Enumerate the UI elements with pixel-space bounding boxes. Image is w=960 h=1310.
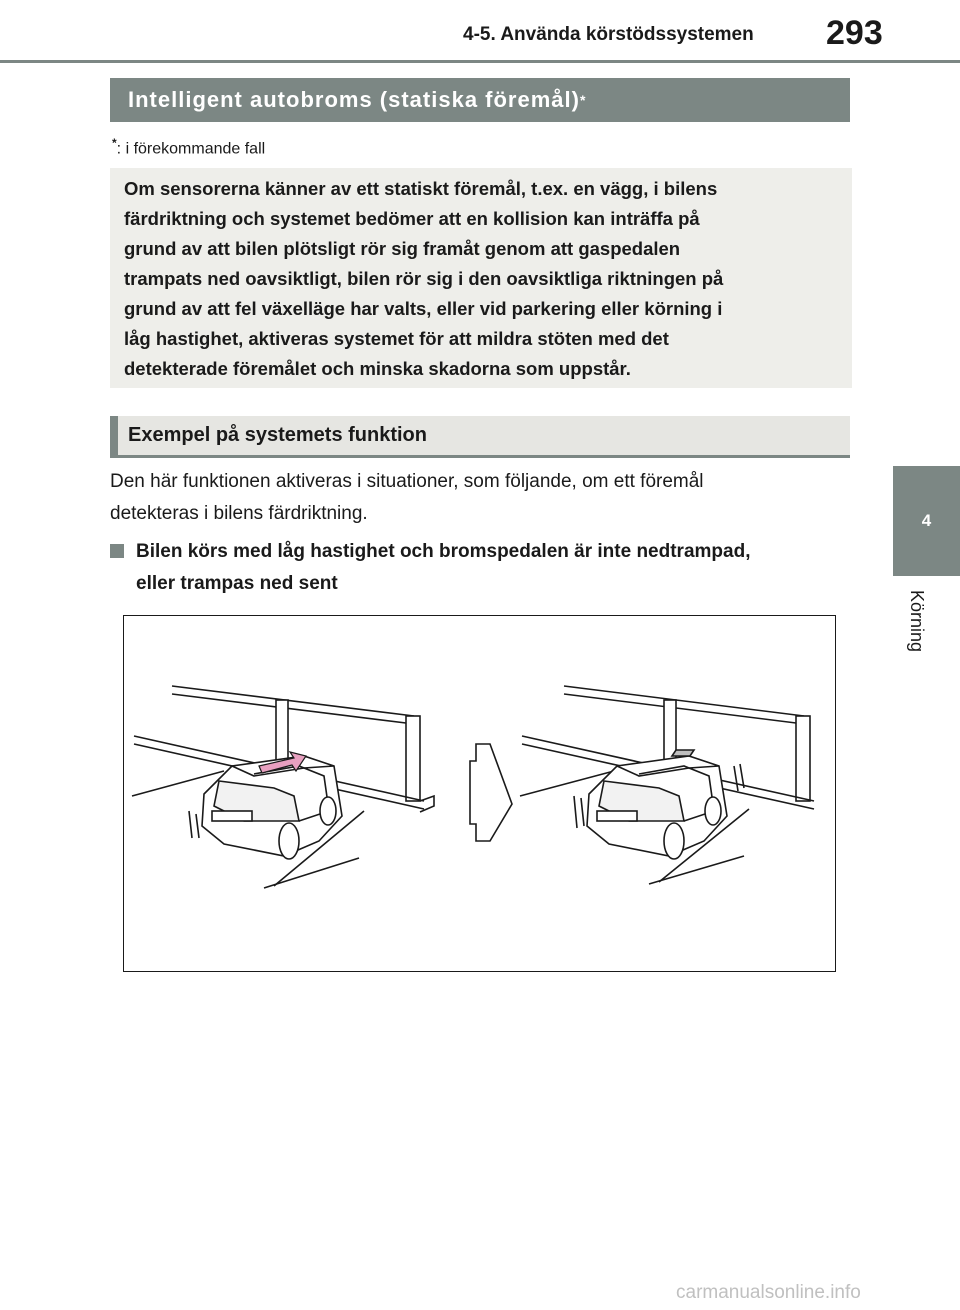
watermark: carmanualsonline.info: [676, 1282, 861, 1303]
chapter-number: 4: [921, 511, 932, 530]
running-header: 4-5. Använda körstödssystemen: [463, 24, 754, 45]
section-title: Intelligent autobroms (statiska föremål): [128, 87, 580, 112]
callout-line: detekterade föremålet och minska skadorna som uppstår.: [124, 358, 631, 379]
car-wall-illustration: [124, 616, 834, 970]
bullet-line: eller trampas ned sent: [136, 573, 338, 594]
bullet-item: [110, 536, 850, 600]
section-title-bar: [110, 78, 850, 122]
square-bullet-icon: [110, 544, 124, 558]
callout-line: färdriktning och systemet bedömer att en kollision kan inträffa på: [124, 208, 700, 229]
page-number: 293: [826, 14, 883, 52]
subheading-bar: [110, 416, 850, 458]
summary-callout: [110, 168, 852, 388]
footnote-asterisk: *: [112, 136, 117, 150]
illustration-frame: [123, 615, 836, 972]
body-line: Den här funktionen aktiveras i situationer, som följande, om ett föremål: [110, 471, 704, 492]
section-title-asterisk: *: [579, 92, 586, 108]
chapter-tab: [893, 466, 960, 576]
chapter-label: Körning: [907, 590, 927, 653]
left-scene: [132, 686, 434, 888]
callout-line: låg hastighet, aktiveras systemet för att mildra stöten med det: [124, 328, 669, 349]
footnote: [112, 136, 265, 158]
callout-line: trampats ned oavsiktligt, bilen rör sig i den oavsiktliga riktningen på: [124, 268, 724, 289]
header-divider: [0, 60, 960, 63]
right-scene: [520, 686, 814, 884]
body-line: detekteras i bilens färdriktning.: [110, 503, 368, 524]
callout-line: grund av att fel växelläge har valts, eller vid parkering eller körning i: [124, 298, 723, 319]
footnote-text: : i förekommande fall: [116, 140, 266, 158]
transition-arrow-icon: [470, 744, 512, 841]
bullet-text: [136, 536, 750, 600]
subheading-title: Exempel på systemets funktion: [128, 424, 427, 446]
callout-line: Om sensorerna känner av ett statiskt föremål, t.ex. en vägg, i bilens: [124, 178, 718, 199]
body-paragraph: [110, 466, 840, 530]
callout-line: grund av att bilen plötsligt rör sig framåt genom att gaspedalen: [124, 238, 681, 259]
bullet-line: Bilen körs med låg hastighet och bromspedalen är inte nedtrampad,: [136, 541, 751, 562]
